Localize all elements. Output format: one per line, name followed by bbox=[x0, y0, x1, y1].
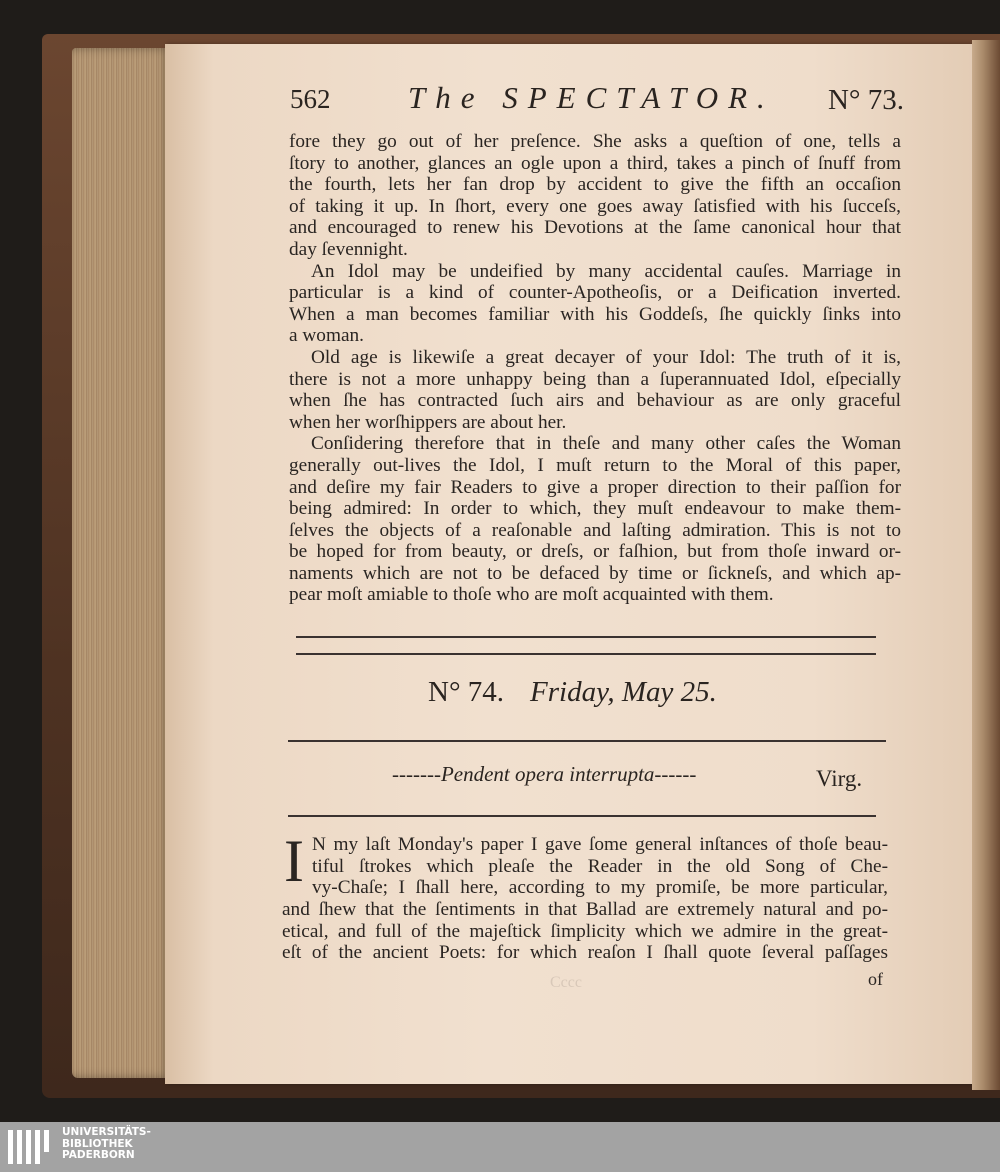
library-name-line: UNIVERSITÄTS- bbox=[62, 1126, 151, 1138]
text-line: a woman. bbox=[289, 325, 364, 347]
text-line: etical, and full of the majeſtick ſimplicity which we admire in the great- bbox=[282, 920, 888, 942]
page-number: 562 bbox=[290, 84, 331, 114]
library-name-line: BIBLIOTHEK bbox=[62, 1137, 133, 1150]
page-edges bbox=[72, 48, 172, 1078]
text-line: the fourth, lets her fan drop by accident to give the fifth an occaſion bbox=[289, 174, 901, 196]
text-line: and ſhew that the ſentiments in that Ballad are extremely natural and po- bbox=[282, 899, 888, 920]
text-line: When a man becomes familiar with his Goddeſs, ſhe quickly ſinks into bbox=[289, 303, 901, 325]
text-line: eſt of the ancient Poets: for which reaſon I ſhall quote ſeveral paſſages bbox=[282, 942, 888, 964]
divider-rule bbox=[296, 636, 876, 638]
text-line: tiful ſtrokes which pleaſe the Reader in the old Song of Che- bbox=[312, 855, 888, 877]
drop-cap: I bbox=[284, 828, 304, 894]
catchword: of bbox=[868, 969, 883, 989]
running-header bbox=[290, 78, 910, 126]
text-line: and deſire my fair Readers to give a proper direction to their paſſion for bbox=[289, 476, 901, 498]
text-line: when ſhe has contracted ſuch airs and behaviour as are only graceful bbox=[289, 390, 901, 412]
issue-heading bbox=[428, 676, 788, 709]
text-line: particular is a kind of counter-Apotheoſis, or a Deification inverted. bbox=[289, 282, 901, 304]
text-line: when her worſhippers are about her. bbox=[289, 411, 567, 433]
text-line: ſelves the objects of a reaſonable and laſting admiration. This is not to bbox=[289, 519, 901, 541]
text-line: N my laſt Monday's paper I gave ſome general inſtances of thoſe beau- bbox=[312, 834, 888, 855]
text-line: generally out-lives the Idol, I muſt return to the Moral of this paper, bbox=[289, 454, 901, 476]
issue-heading-number: N° 74. bbox=[428, 676, 505, 708]
article-lines-indented bbox=[312, 834, 888, 899]
text-line: day ſevennight. bbox=[289, 238, 408, 260]
running-title: The SPECTATOR. bbox=[408, 80, 775, 115]
library-name-line: PADERBORN bbox=[62, 1149, 135, 1161]
text-line: Conſidering therefore that in theſe and many other caſes the Woman bbox=[311, 433, 901, 455]
text-line: fore they go out of her preſence. She asks a queſtion of one, tells a bbox=[289, 131, 901, 152]
library-footer bbox=[0, 1122, 1000, 1172]
text-line: be hoped for from beauty, or dreſs, or faſhion, but from thoſe inward or- bbox=[289, 541, 901, 563]
text-line: of taking it up. In ſhort, every one goes away ſatisfied with his ſucceſs, bbox=[289, 195, 901, 217]
divider-rule bbox=[296, 653, 876, 655]
text-line: Old age is likewiſe a great decayer of your Idol: The truth of it is, bbox=[311, 346, 901, 368]
top-text-block bbox=[289, 131, 901, 606]
text-line: pear moſt amiable to thoſe who are moſt acquainted with them. bbox=[289, 584, 774, 606]
page-gutter-right bbox=[972, 40, 1000, 1090]
issue-heading-date: Friday, May 25. bbox=[530, 676, 717, 708]
motto: -------Pendent opera interrupta------ bbox=[392, 762, 697, 786]
article-lines bbox=[282, 899, 888, 964]
text-line: vy-Chaſe; I ſhall here, according to my promiſe, be more particular, bbox=[312, 877, 888, 899]
text-line: ſtory to another, glances an ogle upon a third, takes a pinch of ſnuff from bbox=[289, 152, 901, 174]
text-line: being admired: In order to which, they muſt endeavour to make them- bbox=[289, 498, 901, 520]
text-line: naments which are not to be defaced by time or ſickneſs, and which ap- bbox=[289, 562, 901, 584]
library-logo-icon bbox=[8, 1130, 54, 1164]
divider-rule bbox=[288, 740, 886, 742]
text-line: and encouraged to renew his Devotions at the ſame canonical hour that bbox=[289, 217, 901, 239]
motto-source: Virg. bbox=[816, 766, 863, 791]
divider-rule bbox=[288, 815, 876, 817]
issue-number: N° 73. bbox=[827, 84, 904, 116]
text-line: An Idol may be undeified by many accidental cauſes. Marriage in bbox=[311, 260, 901, 282]
text-line: there is not a more unhappy being than a ſuperannuated Idol, eſpecially bbox=[289, 368, 901, 390]
library-name bbox=[62, 1127, 151, 1162]
signature-mark: Cccc bbox=[550, 974, 582, 991]
